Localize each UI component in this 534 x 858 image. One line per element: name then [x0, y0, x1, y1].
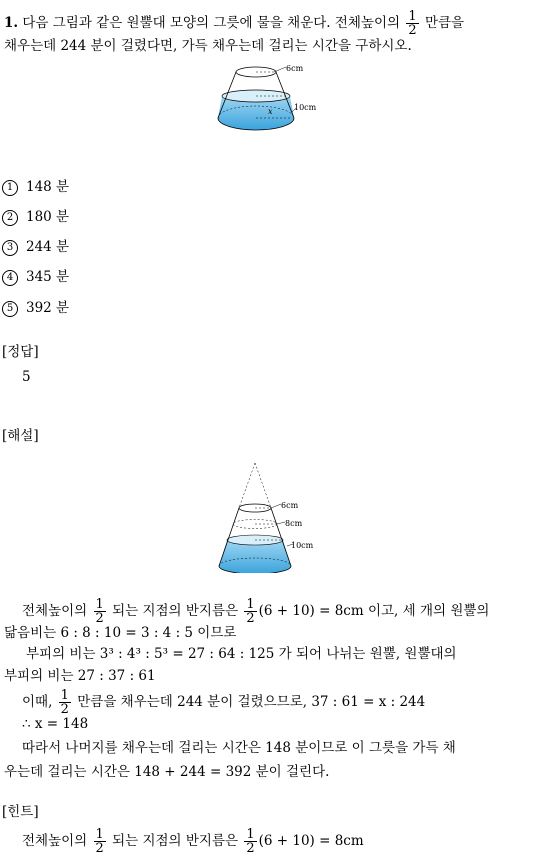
question-number: 1. — [4, 15, 19, 31]
explanation-line-5: 이때, $\frac{1}{2}$ 만큼을 채우는데 244 분이 걸렸으므로, 37 : 61 = x : 244 — [22, 688, 426, 717]
hint-header: [힌트] — [2, 804, 39, 820]
choice-number: 4 — [2, 270, 18, 286]
explanation-header: [해설] — [2, 428, 39, 444]
frustum-figure — [210, 62, 330, 137]
choice-text: 392 분 — [26, 300, 70, 316]
choice-text: 244 분 — [26, 239, 70, 255]
choice-number: 5 — [2, 301, 18, 317]
explanation-line-1: 전체높이의 $\frac{1}{2}$ 되는 지점의 반지름은 $\frac{1}{2}$ (6 + 10) = 8cm 이고, 세 개의 원뿔의 — [22, 597, 490, 626]
label-6cm-2: 6cm — [281, 501, 299, 510]
question-line-1 — [4, 10, 464, 37]
explanation-line-7: 따라서 나머지를 채우는데 걸리는 시간은 148 분이므로 이 그릇을 가득 채 — [22, 740, 456, 756]
label-6cm: 6cm — [286, 64, 304, 73]
choice-2[interactable] — [2, 208, 69, 226]
answer-value: 5 — [22, 369, 31, 385]
answer-header: [정답] — [2, 344, 39, 360]
label-x: x — [268, 107, 273, 116]
explanation-line-3: 부피의 비는 3³ : 4³ : 5³ = 27 : 64 : 125 가 되어 나뉘는 원뿔, 원뿔대의 — [26, 646, 457, 662]
label-8cm: 8cm — [285, 519, 303, 528]
choice-text: 180 분 — [26, 209, 70, 225]
label-10cm: 10cm — [294, 103, 317, 112]
choice-number: 1 — [2, 180, 18, 196]
choice-text: 345 분 — [26, 269, 70, 285]
label-10cm-2: 10cm — [291, 541, 314, 550]
choice-3[interactable] — [2, 238, 69, 256]
choice-4[interactable] — [2, 268, 69, 286]
explanation-line-4: 부피의 비는 27 : 37 : 61 — [4, 668, 156, 684]
explanation-line-6: ∴ x = 148 — [22, 716, 89, 732]
choice-number: 3 — [2, 240, 18, 256]
cone-figure — [205, 458, 335, 573]
question-text-b: 만큼을 — [424, 15, 465, 31]
question-line-2: 채우는데 244 분이 걸렸다면, 가득 채우는데 걸리는 시간을 구하시오. — [4, 38, 412, 54]
choice-5[interactable] — [2, 299, 69, 317]
hint-line-1: 전체높이의 $\frac{1}{2}$ 되는 지점의 반지름은 $\frac{1}{2}$ (6 + 10) = 8cm — [22, 827, 364, 856]
choice-number: 2 — [2, 210, 18, 226]
question-text-a: 다음 그림과 같은 원뿔대 모양의 그릇에 물을 채운다. 전체높이의 — [22, 15, 401, 31]
explanation-line-2: 닮음비는 6 : 8 : 10 = 3 : 4 : 5 이므로 — [4, 625, 237, 641]
choice-text: 148 분 — [26, 179, 70, 195]
explanation-line-8: 우는데 걸리는 시간은 148 + 244 = 392 분이 걸린다. — [4, 764, 330, 780]
question-fraction: $\frac{1}{2}$ — [408, 9, 417, 38]
choice-1[interactable] — [2, 178, 69, 196]
